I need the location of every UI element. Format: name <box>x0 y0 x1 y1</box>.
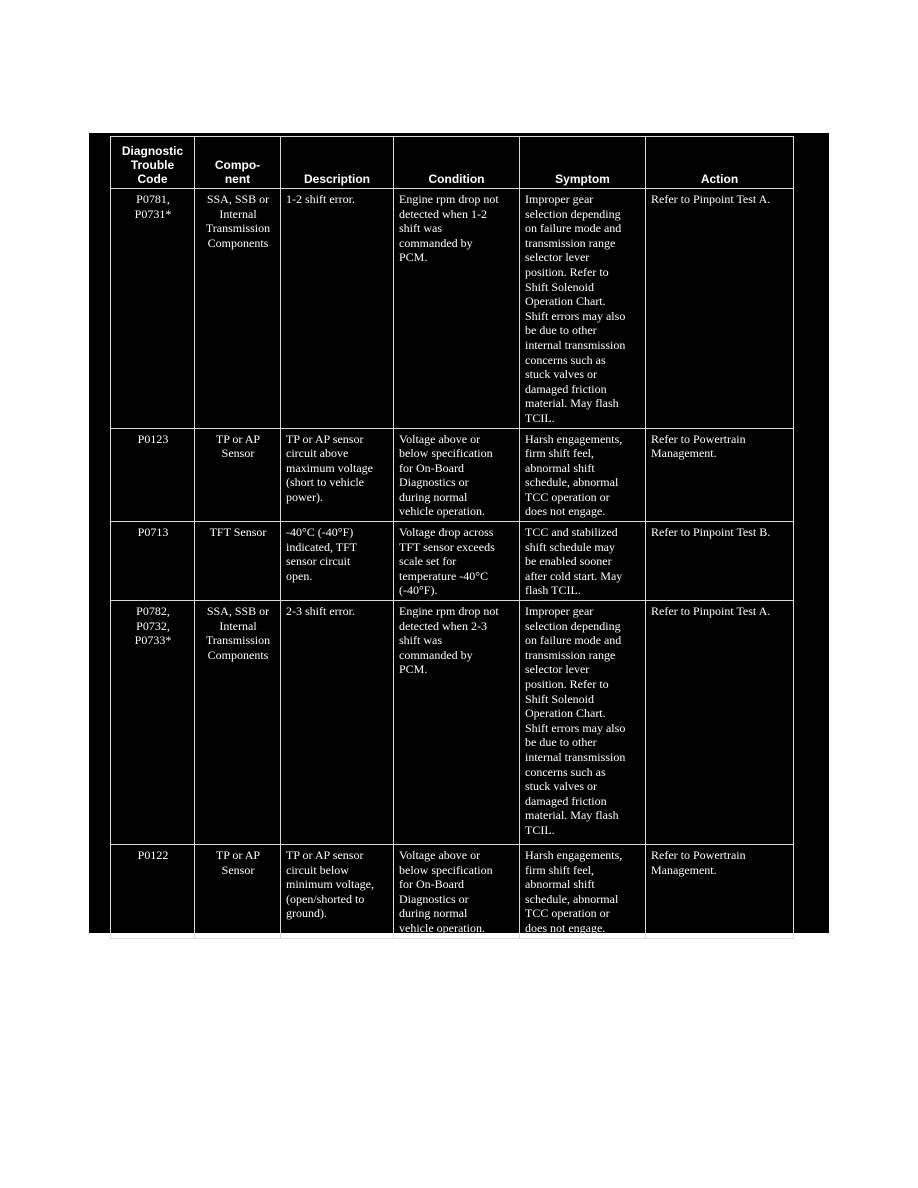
cell-condition: Voltage drop across TFT sensor exceeds scale set for temperature -40°C (-40°F). <box>394 522 520 601</box>
cell-code: P0122 <box>111 845 195 939</box>
header-component: Compo- nent <box>195 137 281 189</box>
cell-code: P0781, P0731* <box>111 189 195 429</box>
cell-code: P0782, P0732, P0733* <box>111 601 195 845</box>
cell-action: Refer to Pinpoint Test A. <box>646 601 794 845</box>
table-header-row <box>111 137 794 189</box>
cell-code: P0713 <box>111 522 195 601</box>
cell-action: Refer to Powertrain Management. <box>646 428 794 522</box>
dtc-table <box>110 136 794 939</box>
cell-action: Refer to Pinpoint Test B. <box>646 522 794 601</box>
header-condition: Condition <box>394 137 520 189</box>
cell-symptom: Improper gear selection depending on failure mode and transmission range selector lever position. Refer to Shift Solenoid Operation Chart. Shift errors may also be due to other internal transmission concerns such as stuck valves or damaged friction material. May flash TCIL. <box>520 189 646 429</box>
cell-description: -40°C (-40°F) indicated, TFT sensor circuit open. <box>281 522 394 601</box>
header-dtc: Diagnostic Trouble Code <box>111 137 195 189</box>
cell-description: TP or AP sensor circuit below minimum voltage, (open/shorted to ground). <box>281 845 394 939</box>
header-symptom: Symptom <box>520 137 646 189</box>
cell-component: TP or AP Sensor <box>195 845 281 939</box>
dtc-table-panel <box>89 133 829 936</box>
cell-condition: Engine rpm drop not detected when 1-2 shift was commanded by PCM. <box>394 189 520 429</box>
table-row <box>111 189 794 429</box>
cell-symptom: TCC and stabilized shift schedule may be enabled sooner after cold start. May flash TCIL. <box>520 522 646 601</box>
cell-description: 1-2 shift error. <box>281 189 394 429</box>
cell-description: TP or AP sensor circuit above maximum voltage (short to vehicle power). <box>281 428 394 522</box>
cell-symptom: Improper gear selection depending on failure mode and transmission range selector lever position. Refer to Shift Solenoid Operation Chart. Shift errors may also be due to other internal transmission concerns such as stuck valves or damaged friction material. May flash TCIL. <box>520 601 646 845</box>
header-description: Description <box>281 137 394 189</box>
cell-component: SSA, SSB or Internal Transmission Components <box>195 189 281 429</box>
cell-action: Refer to Powertrain Management. <box>646 845 794 939</box>
cell-condition: Engine rpm drop not detected when 2-3 shift was commanded by PCM. <box>394 601 520 845</box>
cell-component: SSA, SSB or Internal Transmission Components <box>195 601 281 845</box>
cell-condition: Voltage above or below specification for On-Board Diagnostics or during normal vehicle operation. <box>394 845 520 939</box>
cell-description: 2-3 shift error. <box>281 601 394 845</box>
header-action: Action <box>646 137 794 189</box>
table-row <box>111 428 794 522</box>
cell-condition: Voltage above or below specification for On-Board Diagnostics or during normal vehicle operation. <box>394 428 520 522</box>
table-row <box>111 522 794 601</box>
cell-symptom: Harsh engagements, firm shift feel, abnormal shift schedule, abnormal TCC operation or does not engage. <box>520 845 646 939</box>
cell-code: P0123 <box>111 428 195 522</box>
cell-symptom: Harsh engagements, firm shift feel, abnormal shift schedule, abnormal TCC operation or does not engage. <box>520 428 646 522</box>
cell-component: TFT Sensor <box>195 522 281 601</box>
table-row <box>111 845 794 939</box>
cell-action: Refer to Pinpoint Test A. <box>646 189 794 429</box>
table-row <box>111 601 794 845</box>
cell-component: TP or AP Sensor <box>195 428 281 522</box>
